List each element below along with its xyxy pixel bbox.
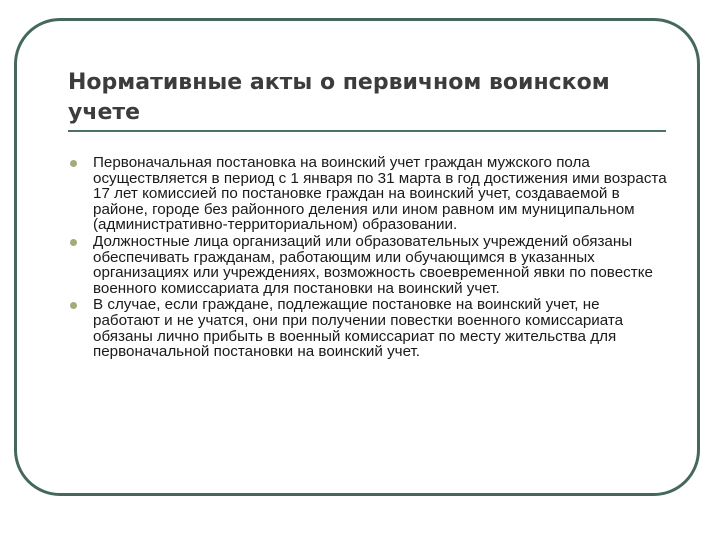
bullet-dot-icon xyxy=(70,160,77,167)
bullet-text: В случае, если граждане, подлежащие постановке на воинский учет, не работают и не учатся, они при получении повестки военного комиссариата обязаны лично прибыть в военный комиссариат по месту жительства для первоначальной постановки на воинский учет. xyxy=(93,296,624,361)
bullet-list xyxy=(68,155,668,361)
bullet-dot-icon xyxy=(70,302,77,309)
bullet-text: Должностные лица организаций или образовательных учреждений обязаны обеспечивать гражданам, работающим или обучающимся в указанных организациях или учреждениях, возможность своевременной явки по повестке военного комиссариата для постановки на воинский учет. xyxy=(93,232,653,297)
slide-title: Нормативные акты о первичном воинском учете xyxy=(68,70,610,125)
bullet-dot-icon xyxy=(70,239,77,246)
bullet-text: Первоначальная постановка на воинский учет граждан мужского пола осуществляется в период с 1 января по 31 марта в год достижения ими возраста 17 лет комиссией по постановке граждан на воинский учет, создаваемой в районе, городе без районного деления или ином равном им муниципальном (административно-территориальном) образовании. xyxy=(93,154,667,234)
title-divider xyxy=(68,130,666,132)
bullet-item xyxy=(68,234,668,296)
bullet-item xyxy=(68,297,668,359)
bullet-item xyxy=(68,155,668,233)
